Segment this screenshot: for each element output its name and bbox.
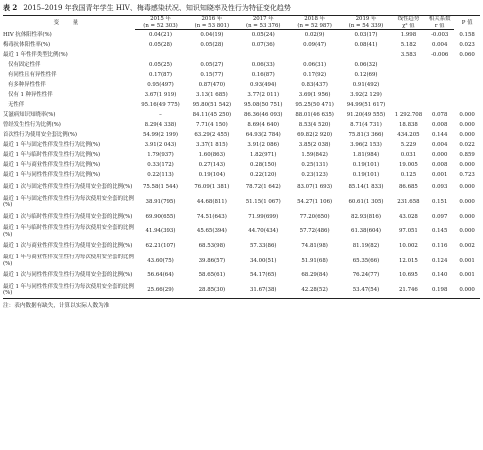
row-label: 最近 1 年性伴类型比例(%) <box>3 51 68 58</box>
row-label: 艾滋病知识知晓率(%) <box>3 111 56 118</box>
year-value-cell: 0.04(21) <box>148 31 173 38</box>
header-year: 2018 年 <box>289 16 340 23</box>
chi2-cell: 10.695 <box>399 272 418 279</box>
year-value-cell: 0.23(123) <box>301 171 328 178</box>
row-label: 最近 1 次与商业性伴发生性行为使用安全套的比例(%) <box>3 242 133 249</box>
year-value-cell: 3.77(2 011) <box>247 91 280 98</box>
year-value-cell: 84.11(45 250) <box>192 111 232 118</box>
r-cell: 0.145 <box>431 228 448 235</box>
year-value-cell <box>340 50 391 60</box>
year-value-cell: 28.85(30) <box>186 283 237 298</box>
year-value-cell: 68.29(84) <box>301 272 328 279</box>
header-r-bottom: r 值 <box>425 23 454 30</box>
table-caption <box>3 3 480 13</box>
year-value-cell: 0.83(437) <box>301 81 328 88</box>
year-value-cell: 51.91(68) <box>301 257 328 264</box>
year-value-cell: 78.72(1 642) <box>245 184 281 191</box>
row-label: 最近 1 次与同性性伴发生性行为使用安全套的比例(%) <box>3 272 133 279</box>
table-row <box>3 150 480 160</box>
chi2-cell: 86.685 <box>399 184 418 191</box>
year-value-cell: 1.82(971) <box>250 151 277 158</box>
r-cell: 0.004 <box>431 41 448 48</box>
chi2-cell: 1 292.708 <box>394 111 423 118</box>
chi2-cell: 43.028 <box>399 213 418 220</box>
year-value-cell: 0.06(31) <box>303 61 327 68</box>
year-value-cell: 38.91(795) <box>145 198 176 205</box>
year-value-cell: 71.99(699) <box>248 213 279 220</box>
row-label: 有同性且有异性性伴 <box>8 71 57 78</box>
year-value-cell: 31.67(38) <box>238 283 289 298</box>
year-value-cell: 0.03(17) <box>354 31 378 38</box>
year-value-cell: 0.22(120) <box>250 171 277 178</box>
row-label: 首次性行为使用安全套比例(%) <box>3 131 78 138</box>
row-label: 无性伴 <box>8 101 25 108</box>
header-year: 2016 年 <box>186 16 237 23</box>
year-value-cell: 81.19(82) <box>352 242 380 249</box>
chi2-cell <box>392 70 426 80</box>
year-value-cell: 0.28(150) <box>250 161 277 168</box>
year-value-cell: 58.65(61) <box>198 272 226 279</box>
row-label: HIV 抗体阳性率(%) <box>3 31 52 38</box>
header-year: 2015 年 <box>135 16 186 23</box>
year-value-cell: 0.22(113) <box>147 171 174 178</box>
year-value-cell: 0.05(28) <box>148 41 173 48</box>
year-value-cell: 95.80(51 542) <box>192 101 232 108</box>
p-cell: 0.023 <box>459 41 475 48</box>
row-label: 有多种异性性伴 <box>8 81 46 88</box>
p-cell: 0.000 <box>459 213 475 220</box>
r-cell: 0.001 <box>431 171 448 178</box>
chi2-cell: 5.182 <box>400 41 417 48</box>
table-row <box>3 130 480 140</box>
r-cell <box>425 100 454 110</box>
chi2-cell: 10.002 <box>399 242 418 249</box>
year-value-cell: 91.20(49 555) <box>346 111 386 118</box>
r-cell: 0.140 <box>431 272 448 279</box>
year-value-cell: 43.60(75) <box>147 257 174 264</box>
p-cell <box>454 100 480 110</box>
table-row <box>3 268 480 283</box>
document-page <box>3 3 480 444</box>
year-value-cell: 0.05(28) <box>200 41 224 48</box>
table-row <box>3 180 480 195</box>
year-value-cell: 3.91(2 086) <box>247 141 280 148</box>
year-value-cell: – <box>159 111 162 118</box>
year-value-cell: 82.93(816) <box>351 213 381 220</box>
table-row <box>3 254 480 269</box>
year-value-cell: 3.69(1 956) <box>298 91 331 98</box>
p-cell: 0.000 <box>459 184 475 191</box>
year-value-cell: 86.36(46 093) <box>243 111 283 118</box>
year-value-cell: 44.70(434) <box>248 228 279 235</box>
header-variable: 变 量 <box>3 16 135 30</box>
p-cell <box>454 80 480 90</box>
year-value-cell: 34.00(51) <box>250 257 277 264</box>
header-p: P 值 <box>454 16 480 30</box>
year-value-cell: 51.15(1 067) <box>245 198 281 205</box>
r-cell: -0.006 <box>431 51 449 58</box>
year-value-cell: 85.14(1 833) <box>348 184 384 191</box>
year-value-cell: 75.58(1 544) <box>142 184 179 191</box>
chi2-cell <box>392 80 426 90</box>
year-value-cell <box>238 50 289 60</box>
year-value-cell: 95.25(50 471) <box>295 101 334 108</box>
year-value-cell: 54.99(2 199) <box>142 131 179 138</box>
p-cell: 0.000 <box>459 198 475 205</box>
year-value-cell: 0.17(87) <box>148 71 173 78</box>
chi2-cell: 19.005 <box>399 161 418 168</box>
year-value-cell: 76.24(77) <box>352 272 380 279</box>
year-value-cell: 57.72(486) <box>299 228 330 235</box>
r-cell: 0.078 <box>431 111 448 118</box>
r-cell: 0.093 <box>431 184 448 191</box>
p-cell: 0.002 <box>459 242 475 249</box>
p-cell: 0.000 <box>459 111 475 118</box>
table-row <box>3 239 480 254</box>
year-value-cell <box>289 50 340 60</box>
year-value-cell: 54.27(1 106) <box>297 198 333 205</box>
r-cell: 0.144 <box>431 131 448 138</box>
p-cell: 0.001 <box>459 272 475 279</box>
r-cell <box>425 90 454 100</box>
year-value-cell: 3.96(2 153) <box>350 141 382 148</box>
year-value-cell: 0.05(24) <box>251 31 275 38</box>
year-value-cell: 3.13(1 685) <box>196 91 228 98</box>
year-value-cell: 3.91(2 043) <box>144 141 177 148</box>
row-label: 最近 1 年与商业性伴发生性行为每次使用安全套的比例(%) <box>3 254 134 267</box>
chi2-cell: 12.015 <box>399 257 418 264</box>
year-value-cell: 0.05(27) <box>200 61 224 68</box>
year-value-cell <box>135 50 186 60</box>
r-cell: 0.004 <box>431 141 448 148</box>
year-value-cell: 0.25(131) <box>301 161 328 168</box>
p-cell <box>454 70 480 80</box>
p-cell: 0.158 <box>459 31 475 38</box>
r-cell: 0.116 <box>431 242 448 249</box>
row-label: 最近 1 年与临时性伴发生性行为比例(%) <box>3 151 101 158</box>
chi2-cell <box>392 90 426 100</box>
year-value-cell: 41.94(393) <box>145 228 176 235</box>
year-value-cell: 39.86(57) <box>198 257 226 264</box>
header-r-top: 相关系数 <box>425 16 454 23</box>
p-cell: 0.022 <box>459 141 475 148</box>
year-value-cell: 8.29(4 338) <box>144 121 177 128</box>
row-label: 最近 1 年与固定性伴发生性行为每次使用安全套的比例(%) <box>3 195 134 209</box>
chi2-cell: 97.051 <box>399 228 418 235</box>
chi2-cell: 434.205 <box>397 131 420 138</box>
table-row <box>3 70 480 80</box>
p-cell: 0.859 <box>459 151 475 158</box>
row-label: 梅毒抗体阳性率(%) <box>3 41 51 48</box>
chi2-cell: 0.031 <box>400 151 417 158</box>
header-year: 2017 年 <box>238 16 289 23</box>
year-value-cell: 0.33(172) <box>147 161 174 168</box>
year-value-cell: 88.01(46 635) <box>295 111 334 118</box>
r-cell: 0.124 <box>431 257 448 264</box>
header-sample-size: (n = 53 801) <box>186 23 237 30</box>
year-value-cell: 74.51(643) <box>196 213 227 220</box>
year-value-cell: 0.93(494) <box>250 81 277 88</box>
table-row <box>3 283 480 298</box>
chi2-cell: 231.658 <box>397 198 420 205</box>
header-chi2-top: 线性趋势 <box>392 16 426 23</box>
year-value-cell <box>186 50 237 60</box>
row-label: 最近 1 年与临时性伴发生性行为每次使用安全套的比例(%) <box>3 225 134 238</box>
table-row <box>3 110 480 120</box>
year-value-cell: 0.91(492) <box>352 81 380 88</box>
table-row <box>3 100 480 110</box>
year-value-cell: 3.37(1 815) <box>196 141 228 148</box>
row-label: 最近 1 次与临时性伴发生性行为使用安全套的比例(%) <box>3 213 133 220</box>
year-value-cell: 25.66(29) <box>135 283 186 298</box>
year-value-cell: 94.99(51 617) <box>346 101 386 108</box>
header-sample-size: (n = 53 376) <box>238 23 289 30</box>
table-title: 2015–2019 年我国青年学生 HIV、梅毒感染状况、知识知晓率及性行为特征变化趋势 <box>23 4 291 12</box>
year-value-cell: 1.60(863) <box>198 151 226 158</box>
header-sample-size: (n = 54 339) <box>340 23 391 30</box>
year-value-cell: 0.19(101) <box>352 161 380 168</box>
year-value-cell: 0.08(41) <box>354 41 378 48</box>
chi2-cell: 0.125 <box>400 171 417 178</box>
header-sample-size: (n = 52 303) <box>135 23 186 30</box>
year-value-cell: 1.81(984) <box>352 151 380 158</box>
table-row <box>3 224 480 239</box>
year-value-cell: 95.08(50 751) <box>243 101 283 108</box>
year-value-cell: 7.71(4 150) <box>196 121 228 128</box>
row-label: 最近 1 年与商业性伴发生性行为比例(%) <box>3 161 101 168</box>
table-number: 表 2 <box>3 3 18 12</box>
year-value-cell: 83.07(1 693) <box>297 184 333 191</box>
year-value-cell: 0.02(9) <box>304 31 325 38</box>
r-cell: 0.198 <box>425 283 454 298</box>
year-value-cell: 65.35(66) <box>352 257 380 264</box>
year-value-cell: 44.68(811) <box>196 198 227 205</box>
header-year: 2019 年 <box>340 16 391 23</box>
r-cell: 0.008 <box>431 121 448 128</box>
year-value-cell: 0.07(36) <box>251 41 275 48</box>
p-cell <box>454 90 480 100</box>
year-value-cell: 0.05(25) <box>148 61 173 68</box>
year-value-cell: 0.87(470) <box>198 81 226 88</box>
chi2-cell: 3.583 <box>400 51 417 58</box>
r-cell: 0.097 <box>431 213 448 220</box>
year-value-cell: 8.71(4 731) <box>350 121 382 128</box>
p-cell: 0.060 <box>459 51 475 58</box>
r-cell <box>425 60 454 70</box>
r-cell: 0.151 <box>431 198 448 205</box>
year-value-cell: 76.09(1 381) <box>194 184 230 191</box>
year-value-cell: 3.92(2 129) <box>350 91 382 98</box>
table-row <box>3 90 480 100</box>
year-value-cell: 0.16(87) <box>251 71 275 78</box>
table-body <box>3 30 480 299</box>
table-row <box>3 210 480 225</box>
year-value-cell: 1.79(937) <box>147 151 174 158</box>
r-cell: 0.000 <box>431 151 448 158</box>
year-value-cell: 60.61(1 305) <box>348 198 384 205</box>
year-value-cell: 8.69(4 640) <box>247 121 280 128</box>
table-row <box>3 80 480 90</box>
r-cell <box>425 70 454 80</box>
p-cell: 0.001 <box>459 257 475 264</box>
table-row <box>3 30 480 41</box>
row-label: 曾经发生性行为比例(%) <box>3 121 61 128</box>
year-value-cell: 75.81(3 366) <box>348 131 384 138</box>
row-label: 最近 1 年与同性性伴发生性行为每次使用安全套的比例(%) <box>3 283 134 297</box>
table-row <box>3 40 480 50</box>
chi2-cell: 1.998 <box>400 31 417 38</box>
year-value-cell: 68.53(98) <box>198 242 226 249</box>
year-value-cell: 0.27(143) <box>198 161 226 168</box>
year-value-cell: 64.93(2 784) <box>245 131 281 138</box>
year-value-cell: 61.38(604) <box>351 228 381 235</box>
year-value-cell: 63.29(2 455) <box>194 131 230 138</box>
row-label: 仅有固定性伴 <box>8 61 41 68</box>
chi2-cell: 5.229 <box>400 141 417 148</box>
r-cell <box>425 80 454 90</box>
chi2-cell <box>392 100 426 110</box>
p-cell: 0.000 <box>459 161 475 168</box>
year-value-cell: 0.19(104) <box>198 171 226 178</box>
year-value-cell: 0.04(19) <box>200 31 224 38</box>
table-row <box>3 160 480 170</box>
table-row <box>3 195 480 210</box>
table-row <box>3 50 480 60</box>
year-value-cell: 0.19(101) <box>352 171 380 178</box>
header-sample-size: (n = 52 987) <box>289 23 340 30</box>
year-value-cell: 62.21(107) <box>145 242 176 249</box>
p-cell <box>454 60 480 70</box>
year-value-cell: 45.65(394) <box>196 228 227 235</box>
data-table <box>3 15 480 299</box>
table-row <box>3 120 480 130</box>
table-row <box>3 140 480 150</box>
row-label: 最近 1 年与固定性伴发生性行为比例(%) <box>3 141 101 148</box>
row-label: 仅有 1 种异性性伴 <box>8 91 53 98</box>
year-value-cell: 69.82(2 920) <box>297 131 333 138</box>
chi2-cell: 21.746 <box>392 283 426 298</box>
row-label: 最近 1 次与固定性伴发生性行为使用安全套的比例(%) <box>3 184 133 191</box>
p-cell: 0.000 <box>459 121 475 128</box>
table-header <box>3 16 480 30</box>
year-value-cell: 0.17(92) <box>303 71 327 78</box>
year-value-cell: 54.17(65) <box>250 272 277 279</box>
year-value-cell: 0.15(77) <box>200 71 224 78</box>
r-cell: -0.003 <box>431 31 449 38</box>
year-value-cell: 42.28(52) <box>289 283 340 298</box>
year-value-cell: 0.06(33) <box>251 61 275 68</box>
year-value-cell: 0.12(69) <box>354 71 378 78</box>
year-value-cell: 0.09(47) <box>303 41 327 48</box>
table-row <box>3 60 480 70</box>
year-value-cell: 95.16(49 775) <box>141 101 180 108</box>
year-value-cell: 57.33(86) <box>250 242 277 249</box>
year-value-cell: 74.81(98) <box>301 242 328 249</box>
year-value-cell: 3.85(2 038) <box>298 141 331 148</box>
r-cell: 0.008 <box>431 161 448 168</box>
year-value-cell: 77.20(650) <box>299 213 330 220</box>
chi2-cell <box>392 60 426 70</box>
year-value-cell: 1.59(842) <box>301 151 328 158</box>
header-chi2-bottom: χ² 值 <box>392 23 426 30</box>
table-row <box>3 170 480 180</box>
year-value-cell: 0.95(497) <box>147 81 174 88</box>
year-value-cell: 56.64(64) <box>147 272 174 279</box>
row-label: 最近 1 年与同性性伴发生性行为比例(%) <box>3 171 101 178</box>
year-value-cell: 53.47(54) <box>340 283 391 298</box>
year-value-cell: 69.90(655) <box>145 213 176 220</box>
p-cell: 0.723 <box>459 171 475 178</box>
p-cell: 0.000 <box>454 283 480 298</box>
year-value-cell: 3.67(1 919) <box>144 91 177 98</box>
chi2-cell: 18.838 <box>399 121 418 128</box>
year-value-cell: 8.53(4 520) <box>298 121 331 128</box>
table-note: 注：表内数据有缺失，计算以实际人数为准 <box>3 302 110 309</box>
p-cell: 0.000 <box>459 131 475 138</box>
year-value-cell: 0.06(32) <box>354 61 378 68</box>
p-cell: 0.000 <box>459 228 475 235</box>
